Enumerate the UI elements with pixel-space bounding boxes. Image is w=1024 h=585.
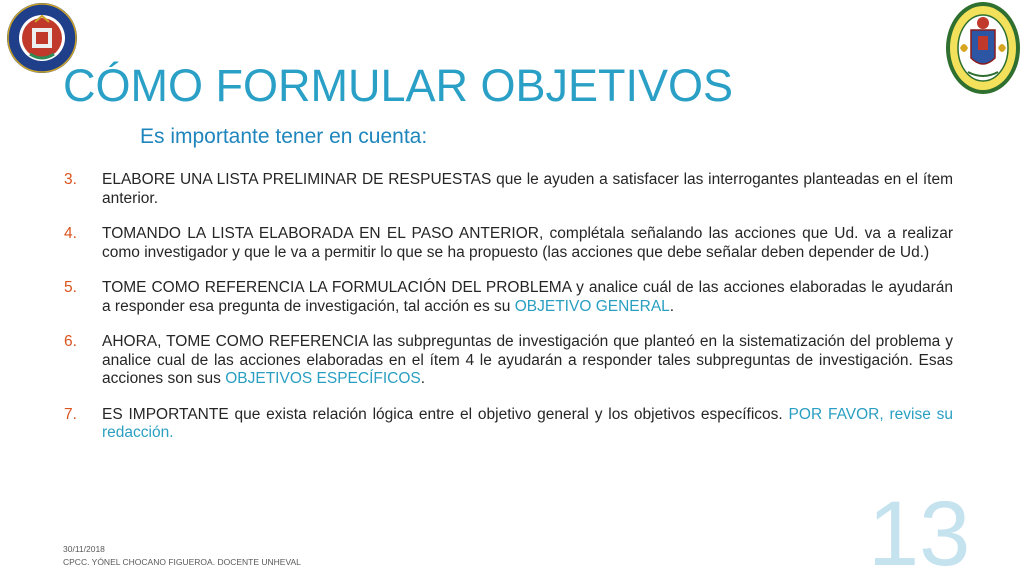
list-item [64,171,953,208]
footer-date: 30/11/2018 [63,544,105,554]
objectives-list [64,171,953,460]
page-number: 13 [868,483,971,585]
list-item [64,333,953,389]
item-text: ES IMPORTANTE que exista relación lógica entre el objetivo general y los objetivos específicos. POR FAVOR, revise su redacción. [102,405,953,441]
item-number: 4. [64,225,77,242]
list-item [64,279,953,316]
slide-subtitle: Es importante tener en cuenta: [140,125,428,148]
revise-redaccion-highlight: POR FAVOR, revise su redacción. [102,405,953,441]
objetivo-general-highlight: OBJETIVO GENERAL [514,297,670,315]
list-item [64,225,953,262]
university-crest [944,0,1022,96]
item-number: 6. [64,333,77,350]
item-text: TOME COMO REFERENCIA LA FORMULACIÓN DEL PROBLEMA y analice cuál de las acciones elaboradas le ayudarán a responder esa pregunta de investigación, tal acción es su OBJETIVO GENERAL. [102,279,953,315]
objetivos-especificos-highlight: OBJETIVOS ESPECÍFICOS [225,370,421,387]
list-item [64,406,953,443]
item-text: TOMANDO LA LISTA ELABORADA EN EL PASO ANTERIOR, complétala señalando las acciones que Ud. va a realizar como investigador y que le va a permitir lo que se ha propuesto (las acciones que debe señalar deben depender de Ud.) [102,225,953,261]
item-number: 7. [64,405,77,423]
item-text: AHORA, TOME COMO REFERENCIA las subpreguntas de investigación que planteó en la sistematización del problema y analice cual de las acciones elaboradas en el ítem 4 le ayudarán a responder tales subpreguntas de investigación. Esas acciones son sus OBJETIVOS ESPECÍFICOS. [102,333,953,387]
slide-title: CÓMO FORMULAR OBJETIVOS [63,60,734,111]
item-number: 3. [64,171,77,188]
item-number: 5. [64,279,77,296]
footer-author: CPCC. YÓNEL CHOCANO FIGUEROA. DOCENTE UNHEVAL [63,557,301,567]
item-text: ELABORE UNA LISTA PRELIMINAR DE RESPUESTAS que le ayuden a satisfacer las interrogantes planteadas en el ítem anterior. [102,171,953,207]
